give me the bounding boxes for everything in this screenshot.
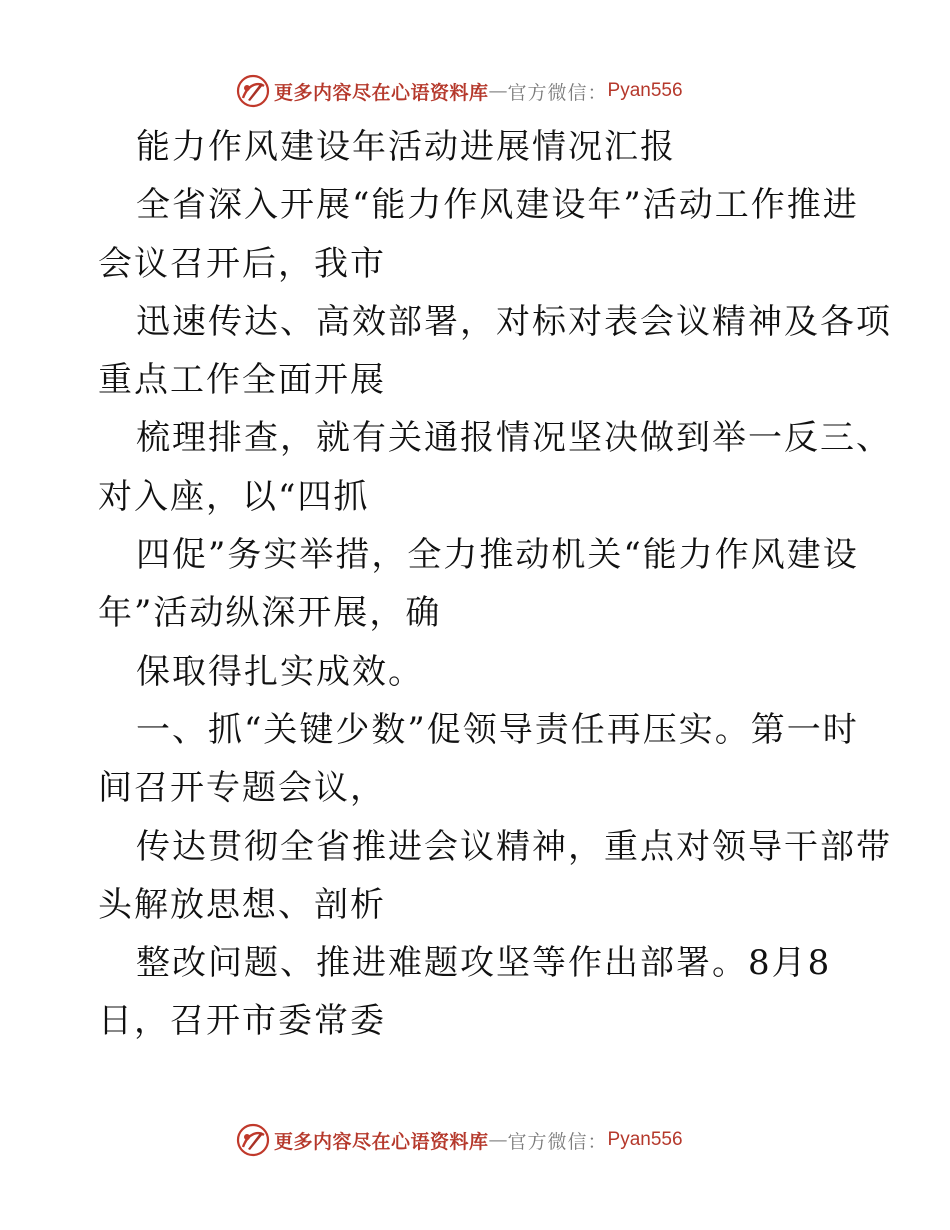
text-line: 四促”务实举措，全力推动机关“能力作风建设 (136, 535, 859, 576)
section-heading: 一、抓“关键少数”促领导责任再压实。第一时 (136, 709, 859, 750)
text-line: 梳理排查，就有关通报情况坚决做到举一反三、 (136, 418, 892, 459)
watermark-brand: 更多内容尽在心语资料库 (274, 81, 489, 104)
brand-logo-icon (236, 1123, 270, 1157)
text-line: 间召开专题会议， (98, 768, 386, 809)
header-watermark (236, 73, 683, 109)
watermark-separator: — (488, 1129, 508, 1151)
watermark-account: Pyan556 (607, 1129, 683, 1150)
text-line: 对入座，以“四抓 (98, 476, 370, 517)
watermark-account: Pyan556 (607, 80, 683, 101)
footer-watermark (236, 1122, 683, 1158)
text-line: 头解放思想、剖析 (98, 884, 386, 925)
watermark-label: 官方微信： (507, 81, 608, 104)
text-line: 重点工作全面开展 (98, 360, 386, 401)
watermark-separator: — (488, 80, 508, 102)
text-line: 传达贯彻全省推进会议精神，重点对领导干部带 (136, 826, 892, 867)
watermark-brand: 更多内容尽在心语资料库 (274, 1130, 489, 1153)
document-body (98, 118, 892, 1051)
text-line: 整改问题、推进难题攻坚等作出部署。8月8 (136, 943, 832, 984)
text-line: 保取得扎实成效。 (136, 651, 424, 692)
brand-logo-icon (236, 74, 270, 108)
watermark-label: 官方微信： (507, 1130, 608, 1153)
document-title: 能力作风建设年活动进展情况汇报 (136, 127, 676, 167)
text-line: 迅速传达、高效部署，对标对表会议精神及各项 (136, 301, 892, 342)
text-line: 全省深入开展“能力作风建设年”活动工作推进 (136, 185, 859, 226)
text-line: 会议召开后，我市 (98, 243, 386, 284)
text-line: 年”活动纵深开展，确 (98, 593, 442, 634)
text-line: 日，召开市委常委 (98, 1001, 386, 1042)
